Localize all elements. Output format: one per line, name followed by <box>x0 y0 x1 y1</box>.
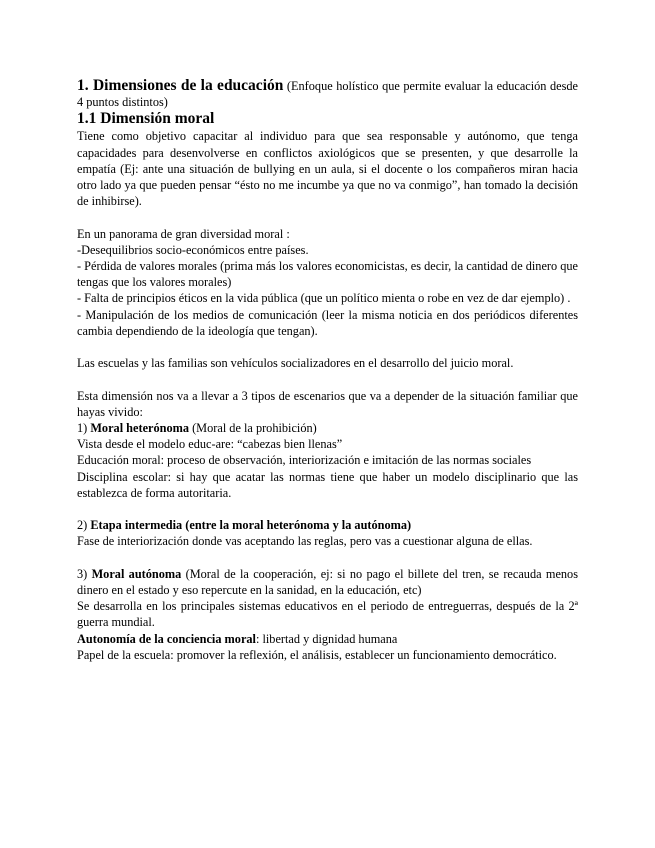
stage-2-heading <box>77 517 578 533</box>
autonomy-label: Autonomía de la conciencia moral <box>77 631 256 646</box>
school-role-line: Papel de la escuela: promover la reflexión, el análisis, establecer un funcionamiento democrático. <box>77 647 557 662</box>
stage-1-line: Educación moral: proceso de observación, interiorización e imitación de las normas sociales <box>77 453 532 468</box>
panorama-item: - Manipulación de los medios de comunicación (leer la misma noticia en dos periódicos diferentes cambia dependiendo de la ideología que tengan). <box>77 307 578 338</box>
stage-3-number: 3) <box>77 566 92 581</box>
stage-1-line: Disciplina escolar: si hay que acatar las normas tiene que haber un modelo disciplinario que las establezca de forma autoritaria. <box>77 469 578 500</box>
intro-paragraph: Tiene como objetivo capacitar al individuo para que sea responsable y autónomo, que tenga capacidades para desenvolverse en conflictos axiológicos que se presenten, y que desarrolle la empatía (Ej: ante una situación de bullying en un aula, si el docente o los compañeros miran hacia otro lado ya que pueden pensar “ésto no me incumbe ya que no va conmigo”, han tomado la decisión de inhibirse). <box>77 129 578 209</box>
autonomy-line <box>77 631 578 647</box>
document-body <box>77 78 578 663</box>
section-1-note: (Enfoque holístico que permite evaluar la educación desde 4 puntos distintos) <box>77 79 578 110</box>
autonomy-text: : libertad y dignidad humana <box>255 631 398 646</box>
stage-2-number: 2) <box>77 518 91 533</box>
panorama-item: - Falta de principios éticos en la vida pública (que un político mienta o robe en vez de dar ejemplo) . <box>77 291 571 306</box>
spacer <box>77 339 578 355</box>
scenarios-intro: Esta dimensión nos va a llevar a 3 tipos de escenarios que va a depender de la situación familiar que hayas vivido: <box>77 388 578 419</box>
stage-3-heading <box>77 566 578 598</box>
stage-3-line: Se desarrolla en los principales sistemas educativos en el periodo de entreguerras, después de la 2ª guerra mundial. <box>77 599 578 630</box>
stage-1-heading <box>77 420 578 436</box>
stage-1-name: Moral heterónoma <box>90 421 190 436</box>
schools-paragraph: Las escuelas y las familias son vehículos socializadores en el desarrollo del juicio moral. <box>77 356 514 371</box>
stage-1-line: Vista desde el modelo educ-are: “cabezas bien llenas” <box>77 437 343 452</box>
stage-1-number: 1) <box>77 421 91 436</box>
stage-1-paren: (Moral de la prohibición) <box>189 421 317 436</box>
stage-3-paren: (Moral de la cooperación, ej: si no pago el billete del tren, se recauda menos dinero en el estado y eso repercute en la sanidad, en la educación, etc) <box>77 566 578 598</box>
section-1-1-title: 1.1 Dimensión moral <box>77 110 215 128</box>
stage-2-line: Fase de interiorización donde vas aceptando las reglas, pero vas a cuestionar alguna de ellas. <box>77 534 533 549</box>
spacer <box>77 371 578 387</box>
spacer <box>77 209 578 225</box>
panorama-item: -Desequilibrios socio-económicos entre países. <box>77 242 309 257</box>
spacer <box>77 550 578 566</box>
stage-3-name: Moral autónoma <box>91 566 182 581</box>
section-1-heading <box>77 78 578 110</box>
panorama-intro: En un panorama de gran diversidad moral : <box>77 226 290 241</box>
stage-2-name: Etapa intermedia (entre la moral heterónoma y la autónoma) <box>90 518 412 533</box>
section-1-title: 1. Dimensiones de la educación <box>77 77 284 94</box>
spacer <box>77 501 578 517</box>
panorama-item: - Pérdida de valores morales (prima más los valores economicistas, es decir, la cantidad de dinero que tengas que los valores morales) <box>77 259 578 290</box>
